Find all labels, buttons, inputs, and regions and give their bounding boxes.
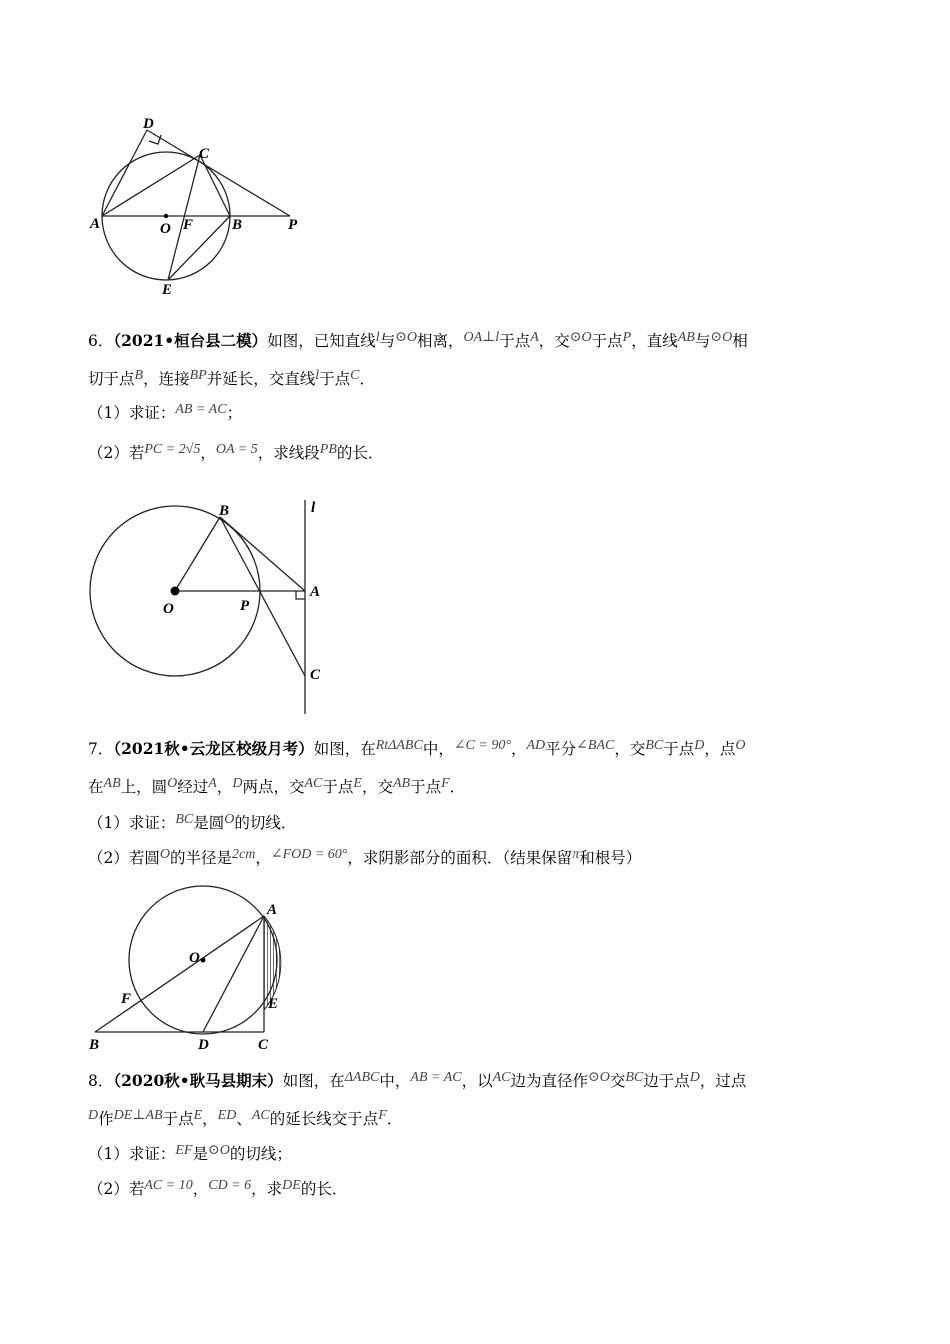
q6-line2: 切于点B，连接BP并延长，交直线l于点C． [88,368,375,388]
q8-part2: （2）若AC = 10，CD = 6，求DE的长． [88,1178,348,1198]
label-F: F [183,217,194,233]
q8-line1: 8．（2020秋•耿马县期末）如图，在ΔABC中，AB = AC，以AC边为直径作⊙O交BC边于点D，过点 [88,1070,747,1090]
label-A: A [90,216,101,232]
figure-q7 [85,880,295,1055]
label-B: B [232,217,243,233]
q7-line1: 7．（2021秋•云龙区校级月考）如图，在RtΔABC中，∠C = 90°，AD平分∠BAC，交BC于点D，点O [88,738,746,758]
q6-line1: 6．（2021•桓台县二模）如图，已知直线l与⊙O相离，OA⊥l于点A，交⊙O于点P，直线AB与⊙O相 [88,330,748,350]
q8-line2: D作DE⊥AB于点E，ED、AC的延长线交于点F． [88,1108,403,1128]
label-P: P [240,598,250,614]
label-O: O [189,950,200,966]
q7-line2: 在AB上，圆O经过A，D两点，交AC于点E，交AB于点F． [88,776,466,796]
label-B: B [89,1037,100,1053]
label-C: C [258,1037,269,1053]
label-C: C [310,667,321,683]
label-P: P [288,217,298,233]
q6-part2: （2）若PC = 2√5，OA = 5，求线段PB的长． [88,442,384,462]
q6-source: （2021•桓台县二模） [113,331,268,350]
figure-q6 [85,495,335,720]
label-E: E [162,282,173,298]
q8-source: （2020秋•耿马县期末） [113,1071,283,1090]
label-O: O [163,601,174,617]
q7-source: （2021秋•云龙区校级月考） [113,739,314,758]
q6-part1: （1）求证：AB = AC； [88,402,243,422]
label-A: A [310,584,321,600]
label-D: D [198,1037,209,1053]
label-F: F [121,991,132,1007]
q8-part1: （1）求证：EF是⊙O的切线； [88,1143,292,1163]
q7-part1: （1）求证：BC是圆O的切线． [88,812,297,832]
label-B: B [219,503,230,519]
figure-q5 [85,110,315,305]
q7-part2: （2）若圆O的半径是2cm，∠FOD = 60°，求阴影部分的面积．（结果保留π和根号） [88,847,642,867]
label-O: O [160,221,171,237]
label-C: C [199,146,210,162]
label-l: l [311,500,316,516]
label-A: A [267,902,278,918]
label-E: E [268,996,279,1012]
label-D: D [143,116,154,132]
